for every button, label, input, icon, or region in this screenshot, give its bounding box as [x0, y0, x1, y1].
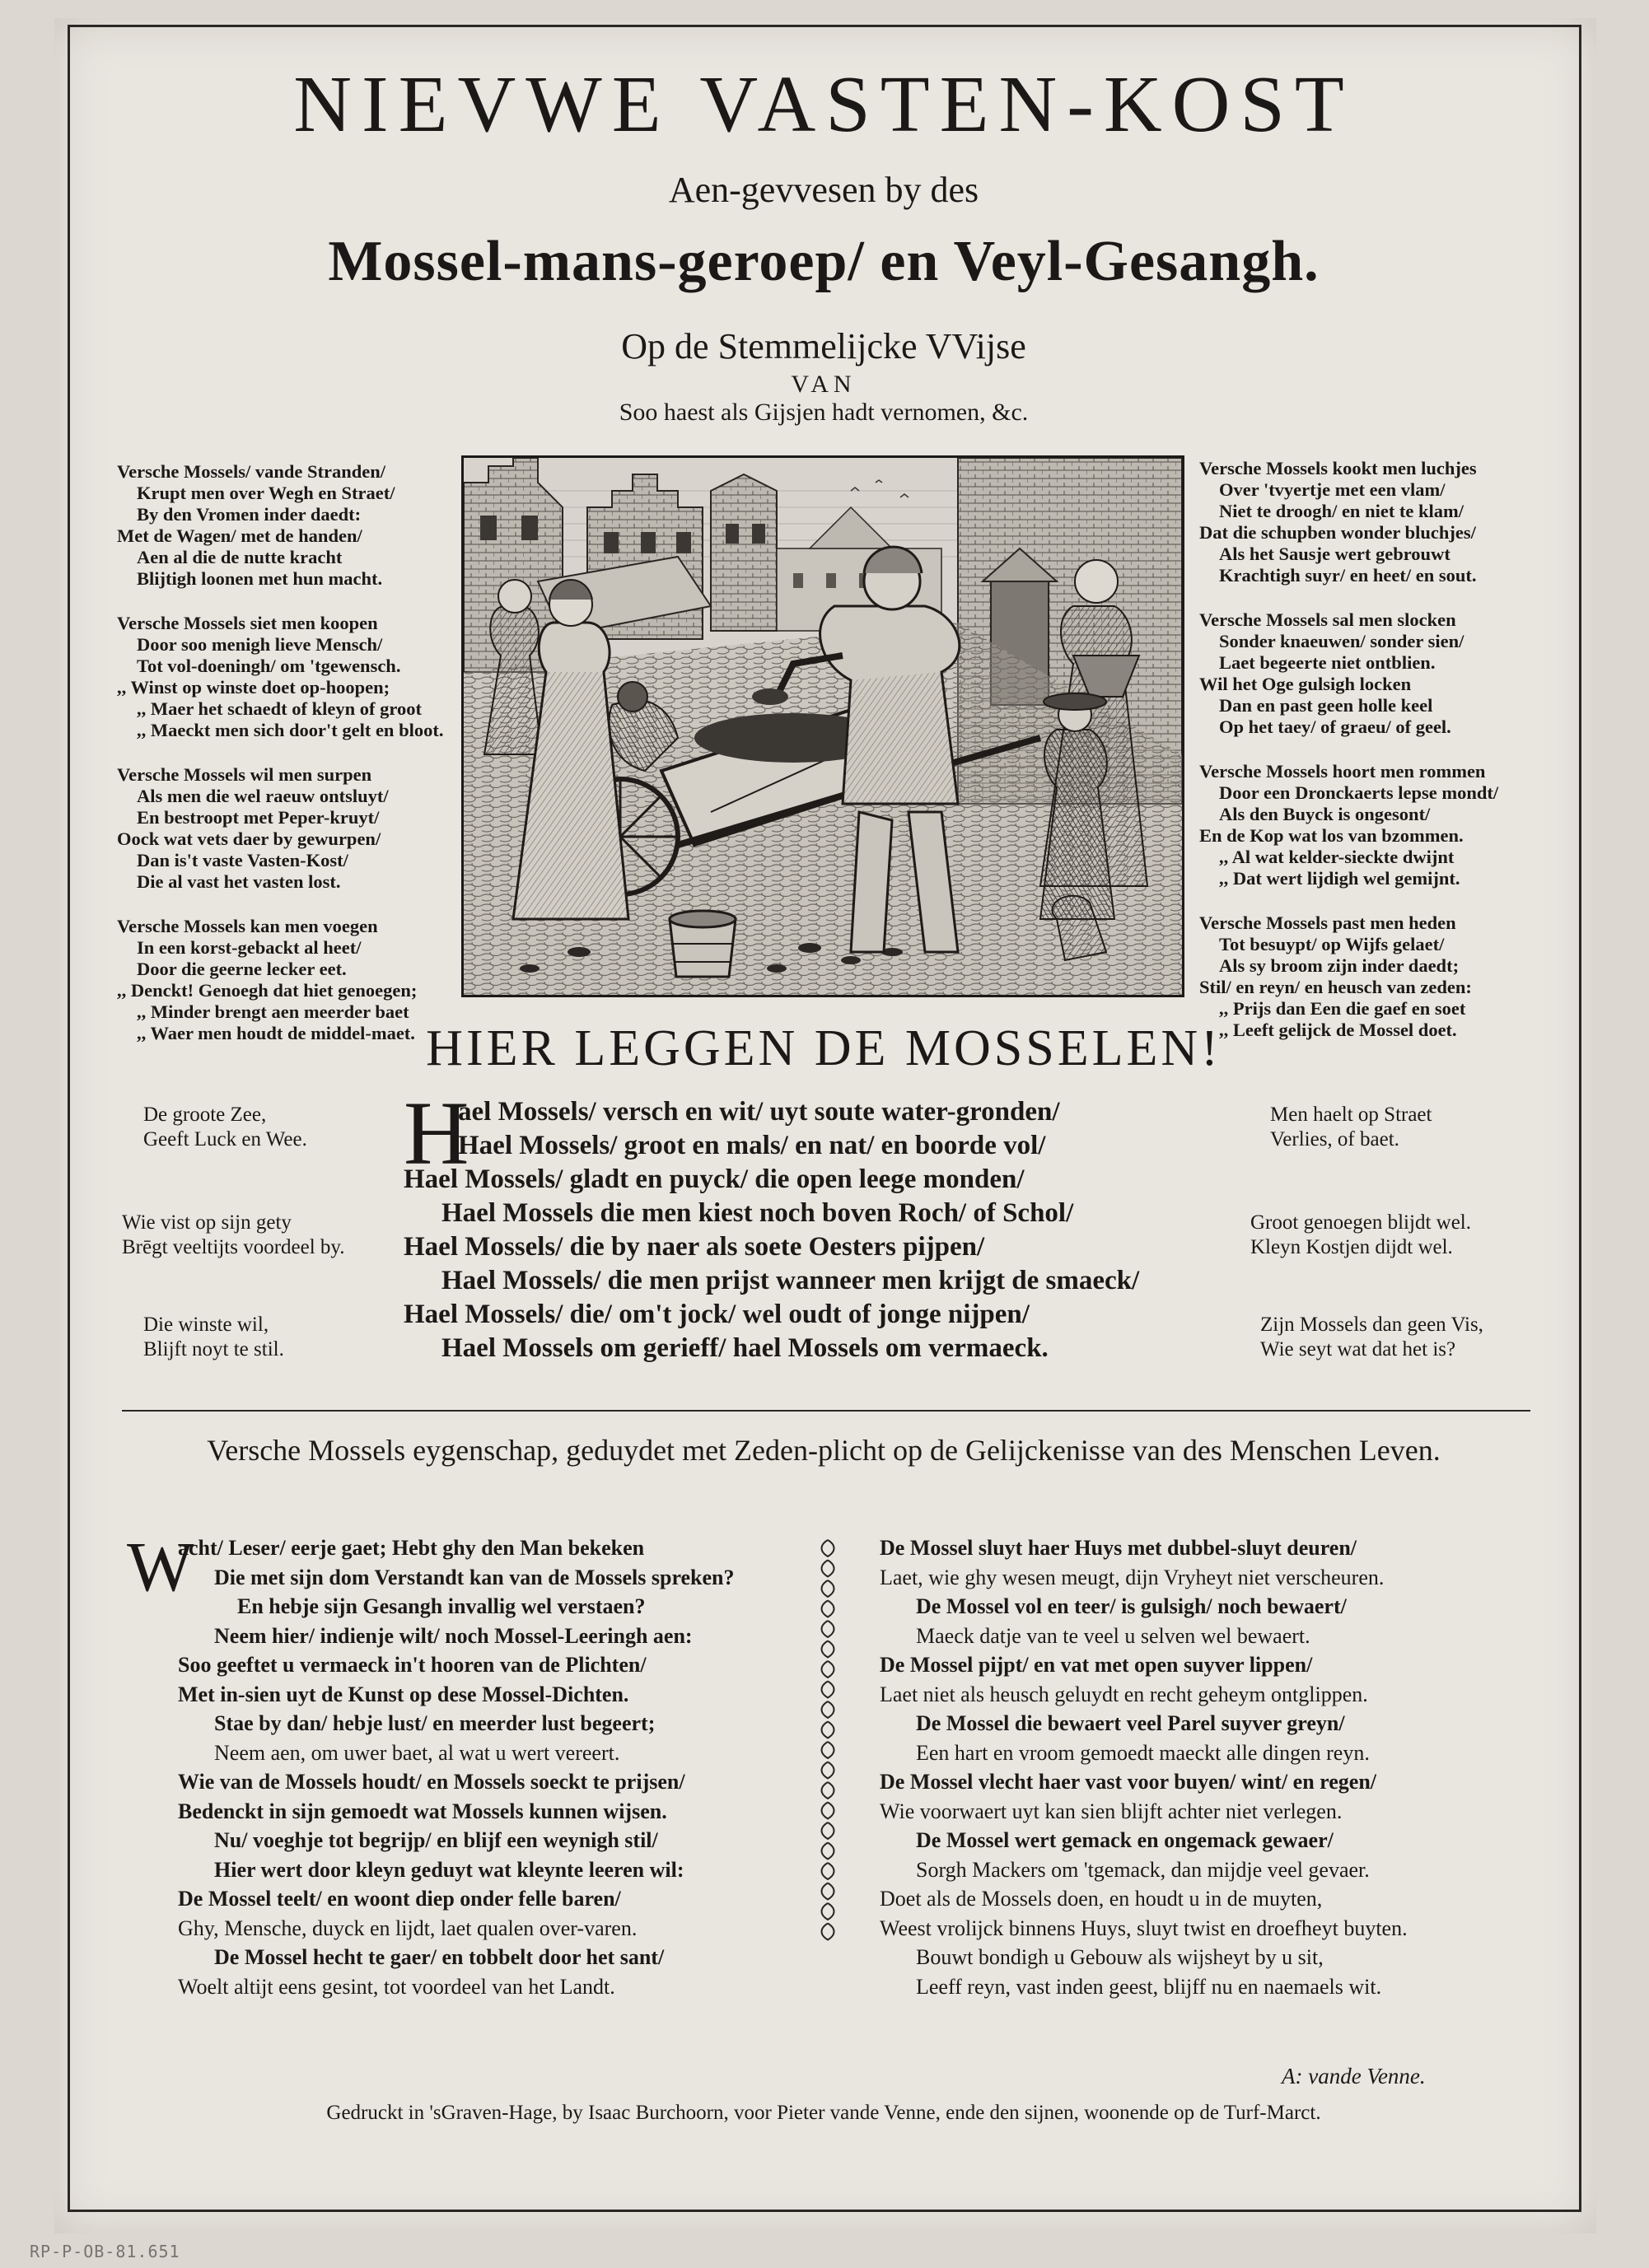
verse-line: Aen al die de nutte kracht: [137, 547, 343, 567]
verse-line: Stil/ en reyn/ en heusch van zeden:: [1199, 977, 1472, 997]
poem-line: Neem aen, om uwer baet, al wat u wert vereert.: [214, 1740, 620, 1765]
verse-line: En bestroopt met Peper-kruyt/: [137, 807, 380, 828]
poem-line: Laet, wie ghy wesen meugt, dijn Vryheyt niet verscheuren.: [880, 1565, 1385, 1589]
ornament-link: [822, 1561, 834, 1577]
motto-right-1: [1270, 1103, 1432, 1152]
left-poem: [127, 1527, 814, 2001]
ornament-link: [822, 1742, 834, 1758]
divider-rule: [122, 1410, 1530, 1412]
poem-line: De Mossel sluyt haer Huys met dubbel-sluyt deuren/: [880, 1536, 1357, 1560]
motto-line: Zijn Mossels dan geen Vis,: [1260, 1314, 1483, 1336]
right-stanza: [1199, 609, 1562, 738]
poem-line: Met in-sien uyt de Kunst op dese Mossel-Dichten.: [178, 1682, 629, 1706]
cry-line: ael Mossels/ versch en wit/ uyt soute water-gronden/: [458, 1097, 1060, 1127]
motto-left-2: [122, 1211, 345, 1260]
cry-line: Hael Mossels/ die by naer als soete Oesters pijpen/: [404, 1232, 985, 1262]
ornament-link: [822, 1843, 834, 1860]
right-stanza: [1199, 458, 1562, 586]
motto-right-3: [1260, 1313, 1483, 1362]
cry-line: Hael Mossels/ groot en mals/ en nat/ en boorde vol/: [458, 1131, 1046, 1160]
poem-line: Wie van de Mossels houdt/ en Mossels soeckt te prijsen/: [178, 1770, 685, 1794]
motto-line: Blijft noyt te stil.: [143, 1338, 284, 1360]
ornament-link: [822, 1701, 834, 1718]
verse-line: Versche Mossels hoort men rommen: [1199, 761, 1486, 782]
ornament-link: [822, 1822, 834, 1839]
poem-line: Wie voorwaert uyt kan sien blijft achter niet verlegen.: [880, 1799, 1343, 1823]
poem-line: En hebje sijn Gesangh invallig wel verstaen?: [237, 1594, 646, 1618]
right-poem: [880, 1533, 1555, 2001]
verse-line: Als sy broom zijn inder daedt;: [1219, 955, 1460, 976]
verse-line: Niet te droogh/ en niet te klam/: [1219, 501, 1464, 521]
verse-line: Als den Buyck is ongesont/: [1219, 804, 1431, 824]
poem-line: De Mossel wert gemack en ongemack gewaer/: [916, 1828, 1334, 1852]
motto-line: Verlies, of baet.: [1270, 1128, 1399, 1150]
poem-line: Maeck datje van te veel u selven wel bewaert.: [916, 1623, 1310, 1648]
verse-line: En de Kop wat los van bzommen.: [1199, 825, 1464, 846]
verse-line: Laet begeerte niet ontblien.: [1219, 652, 1436, 673]
poem-line: De Mossel pijpt/ en vat met open suyver lippen/: [880, 1653, 1313, 1677]
verse-line: Met de Wagen/ met de handen/: [117, 525, 362, 546]
poem-line: Woelt altijt eens gesint, tot voordeel van het Landt.: [178, 1974, 615, 1999]
cry-line: Hael Mossels om gerieff/ hael Mossels om vermaeck.: [441, 1333, 1049, 1363]
motto-line: Men haelt op Straet: [1270, 1104, 1432, 1126]
verse-line: Over 'tvyertje met een vlam/: [1219, 479, 1446, 500]
subtitle-line-1: Aen-gevvesen by des: [668, 170, 979, 210]
verse-line: Door soo menigh lieve Mensch/: [137, 634, 383, 655]
cry-line: Hael Mossels/ die men prijst wanneer men krijgt de smaeck/: [441, 1266, 1140, 1295]
poem-line: Leeff reyn, vast inden geest, blijff nu en naemaels wit.: [916, 1974, 1382, 1999]
verse-line: ,, Prijs dan Een die gaef en soet: [1219, 998, 1466, 1019]
verse-line: Tot vol-doeningh/ om 'tgewensch.: [137, 656, 401, 676]
poem-line: Ghy, Mensche, duyck en lijdt, laet qualen over-varen.: [178, 1916, 638, 1940]
verse-line: Wil het Oge gulsigh locken: [1199, 674, 1412, 694]
motto-line: Die winste wil,: [143, 1314, 269, 1336]
cry-line: Hael Mossels/ gladt en puyck/ die open leege monden/: [404, 1164, 1025, 1194]
left-verse-column: [117, 461, 463, 1067]
verse-line: Dan is't vaste Vasten-Kost/: [137, 850, 348, 870]
verse-line: ,, Winst op winste doet op-hoopen;: [117, 677, 390, 698]
verse-line: ,, Minder brengt aen meerder baet: [137, 1001, 409, 1022]
verse-line: Als het Sausje wert gebrouwt: [1219, 544, 1450, 564]
tune-name: Soo haest als Gijsjen hadt vernomen, &c.: [619, 399, 1029, 426]
verse-line: Krachtigh suyr/ en heet/ en sout.: [1219, 565, 1477, 586]
right-poem-lines: [880, 1533, 1555, 2001]
poem-line: Die met sijn dom Verstandt kan van de Mossels spreken?: [214, 1565, 735, 1589]
tune-van: VAN: [791, 371, 857, 398]
poem-line: Weest vrolijck binnens Huys, sluyt twist en droefheyt buyten.: [880, 1916, 1408, 1940]
verse-line: Versche Mossels/ vande Stranden/: [117, 461, 386, 482]
verse-line: Versche Mossels kookt men luchjes: [1199, 458, 1477, 478]
verse-line: ,, Dat wert lijdigh wel gemijnt.: [1219, 868, 1460, 889]
ornament-link: [822, 1661, 834, 1678]
motto-line: Wie vist op sijn gety: [122, 1211, 292, 1234]
poem-line: Een hart en vroom gemoedt maeckt alle dingen reyn.: [916, 1740, 1370, 1765]
ornament-link: [822, 1883, 834, 1900]
left-poem-lines: [130, 1533, 814, 2001]
motto-right-2: [1250, 1211, 1471, 1260]
cry-line: Hael Mossels die men kiest noch boven Roch/ of Schol/: [441, 1198, 1074, 1228]
ornament-link: [822, 1762, 834, 1779]
ornament-icon: [817, 1533, 839, 1945]
ornament-link: [822, 1924, 834, 1940]
accession-number: RP-P-OB-81.651: [30, 2242, 180, 2261]
poem-line: Stae by dan/ hebje lust/ en meerder lust begeert;: [214, 1711, 656, 1735]
motto-line: Geeft Luck en Wee.: [143, 1128, 307, 1150]
verse-line: Krupt men over Wegh en Straet/: [137, 483, 395, 503]
motto-left-1: [143, 1103, 307, 1152]
ornament-link: [822, 1540, 834, 1556]
poem-line: Sorgh Mackers om 'tgemack, dan mijdje veel gevaer.: [916, 1857, 1370, 1882]
ornament-link: [822, 1580, 834, 1597]
ornament-link: [822, 1782, 834, 1799]
drop-cap: W: [127, 1527, 194, 1606]
verse-line: Als men die wel raeuw ontsluyt/: [137, 786, 389, 806]
poem-line: De Mossel hecht te gaer/ en tobbelt door het sant/: [214, 1945, 665, 1969]
ornament-link: [822, 1903, 834, 1920]
motto-left-3: [143, 1313, 284, 1362]
ornament-link: [822, 1641, 834, 1658]
verse-line: Versche Mossels wil men surpen: [117, 764, 372, 785]
ornament-link: [822, 1803, 834, 1819]
poem-line: Hier wert door kleyn geduyt wat kleynte leeren wil:: [214, 1857, 684, 1882]
verse-line: Sonder knaeuwen/ sonder sien/: [1219, 631, 1464, 651]
poem-line: Laet niet als heusch geluydt en recht geheym ontglippen.: [880, 1682, 1368, 1706]
engraving-mussel-seller: [461, 455, 1184, 997]
verse-line: Door een Dronckaerts lepse mondt/: [1219, 782, 1499, 803]
left-stanza: [117, 461, 463, 590]
right-verse-column: [1199, 458, 1562, 1064]
poem-line: De Mossel vlecht haer vast voor buyen/ wint/ en regen/: [880, 1770, 1377, 1794]
verse-line: Door die geerne lecker eet.: [137, 959, 347, 979]
left-stanza: [117, 613, 463, 741]
poem-line: acht/ Leser/ eerje gaet; Hebt ghy den Man bekeken: [178, 1536, 645, 1560]
poem-line: Doet als de Mossels doen, en houdt u in de muyten,: [880, 1887, 1323, 1911]
ornament-link: [822, 1621, 834, 1637]
drop-cap: H: [404, 1083, 469, 1183]
verse-line: ,, Maeckt men sich door't gelt en bloot.: [137, 720, 444, 740]
poem-line: De Mossel teelt/ en woont diep onder felle baren/: [178, 1887, 621, 1911]
poem-line: De Mossel die bewaert veel Parel suyver greyn/: [916, 1711, 1345, 1735]
verse-line: ,, Waer men houdt de middel-maet.: [137, 1023, 415, 1043]
cry-heading: HIER LEGGEN DE MOSSELEN!: [426, 1020, 1222, 1076]
motto-line: Brēgt veeltijts voordeel by.: [122, 1236, 345, 1258]
poem-line: De Mossel vol en teer/ is gulsigh/ noch bewaert/: [916, 1594, 1347, 1618]
verse-line: Tot besuypt/ op Wijfs gelaet/: [1219, 934, 1445, 954]
subtitle-line-2: Mossel-mans-geroep/ en Veyl-Gesangh.: [328, 230, 1320, 293]
left-stanza: [117, 764, 463, 893]
ornament-link: [822, 1682, 834, 1698]
imprint-line: Gedruckt in 'sGraven-Hage, by Isaac Burchoorn, voor Pieter vande Venne, ende den sijnen, woonende op de Turf-Marct.: [326, 2102, 1321, 2124]
verse-line: Versche Mossels kan men voegen: [117, 916, 378, 936]
page-title: NIEVWE VASTEN-KOST: [293, 60, 1354, 149]
verse-line: Versche Mossels siet men koopen: [117, 613, 378, 633]
motto-line: Groot genoegen blijdt wel.: [1250, 1211, 1471, 1234]
poem-line: Bedenckt in sijn gemoedt wat Mossels kunnen wijsen.: [178, 1799, 667, 1823]
poem-line: Soo geeftet u vermaeck in't hooren van de Plichten/: [178, 1653, 647, 1677]
verse-line: Versche Mossels past men heden: [1199, 912, 1456, 933]
verse-line: ,, Leeft gelijck de Mossel doet.: [1219, 1020, 1457, 1040]
poem-line: Nu/ voeghje tot begrijp/ en blijf een weynigh stil/: [214, 1828, 658, 1852]
verse-line: Oock wat vets daer by gewurpen/: [117, 828, 381, 849]
verse-line: Dan en past geen holle keel: [1219, 695, 1433, 716]
verse-line: ,, Al wat kelder-sieckte dwijnt: [1219, 847, 1455, 867]
motto-line: Wie seyt wat dat het is?: [1260, 1338, 1456, 1360]
verse-line: By den Vromen inder daedt:: [137, 504, 362, 525]
verse-line: ,, Denckt! Genoegh dat hiet genoegen;: [117, 980, 418, 1001]
motto-line: De groote Zee,: [143, 1104, 267, 1126]
verse-line: Die al vast het vasten lost.: [137, 871, 341, 892]
tune-line: Op de Stemmelijcke VVijse: [621, 326, 1026, 366]
ornament-link: [822, 1601, 834, 1617]
motto-line: Kleyn Kostjen dijdt wel.: [1250, 1236, 1453, 1258]
section-heading: Versche Mossels eygenschap, geduydet met Zeden-plicht op de Gelijckenisse van des Menschen Leven.: [207, 1434, 1441, 1467]
engraving-illustration: [464, 458, 1182, 995]
cry-verse: [404, 1083, 1244, 1365]
ornament-link: [822, 1722, 834, 1738]
ornament-link: [822, 1863, 834, 1879]
signature: A: vande Venne.: [1282, 2064, 1426, 2088]
poem-line: Bouwt bondigh u Gebouw als wijsheyt by u sit,: [916, 1945, 1324, 1969]
right-stanza: [1199, 761, 1562, 889]
verse-line: In een korst-gebackt al heet/: [137, 937, 362, 958]
verse-line: Versche Mossels sal men slocken: [1199, 609, 1456, 630]
ornament-divider: [817, 1533, 839, 1945]
verse-line: Dat die schupben wonder bluchjes/: [1199, 522, 1476, 543]
verse-line: ,, Maer het schaedt of kleyn of groot: [137, 698, 422, 719]
verse-line: Op het taey/ of graeu/ of geel.: [1219, 716, 1451, 737]
cry-line: Hael Mossels/ die/ om't jock/ wel oudt of jonge nijpen/: [404, 1300, 1030, 1329]
poem-line: Neem hier/ indienje wilt/ noch Mossel-Leeringh aen:: [214, 1623, 693, 1648]
verse-line: Blijtigh loonen met hun macht.: [137, 568, 383, 589]
